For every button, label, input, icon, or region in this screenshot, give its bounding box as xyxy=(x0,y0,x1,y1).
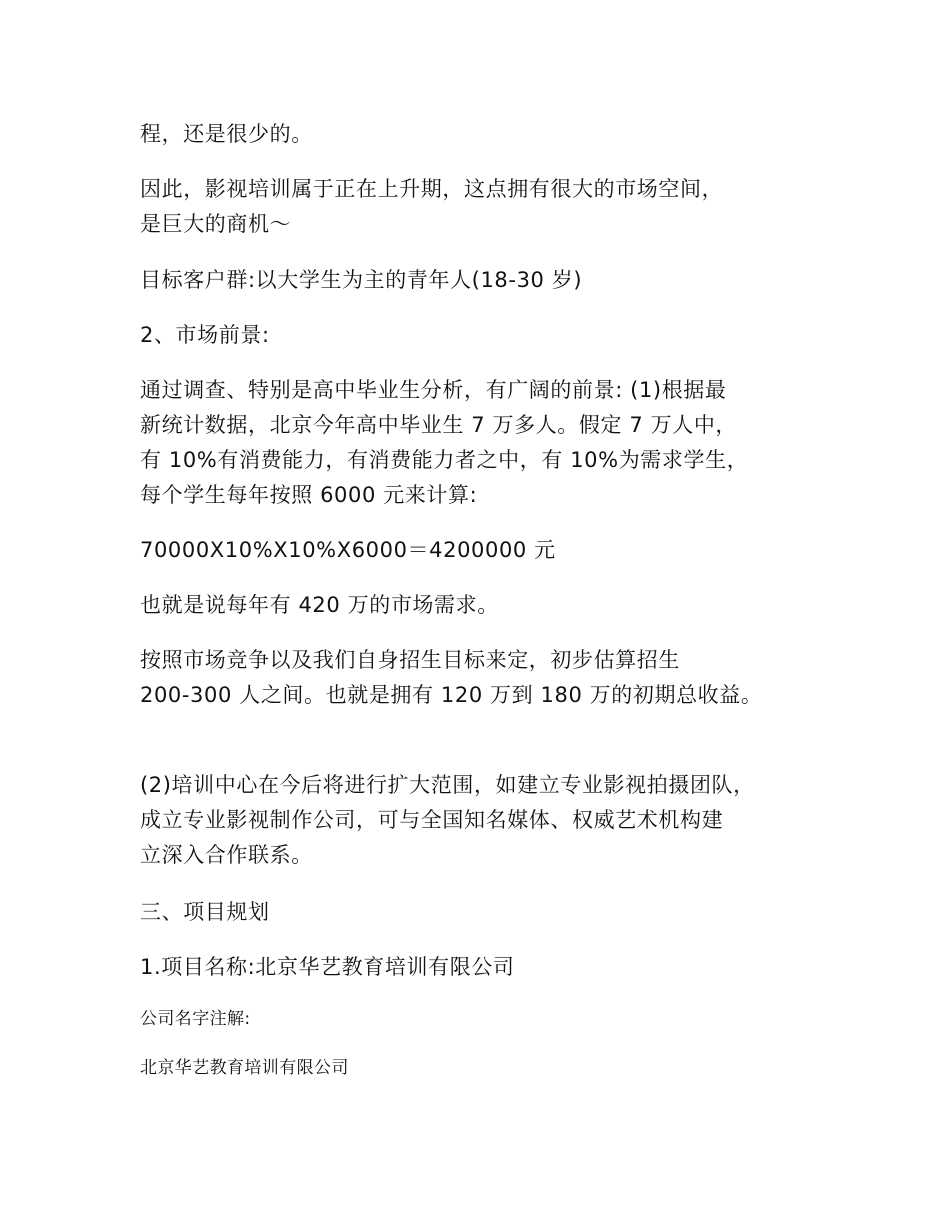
text-line: 按照市场竞争以及我们自身招生目标来定，初步估算招生 xyxy=(140,648,680,672)
text-line: 每个学生每年按照 6000 元来计算: xyxy=(140,483,478,507)
paragraph-name-annotation-label xyxy=(140,1005,251,1033)
text-line: 立深入合作联系。 xyxy=(140,843,313,867)
section-heading-project-planning xyxy=(140,895,270,930)
paragraph-project-name xyxy=(140,950,515,985)
paragraph-survey-analysis xyxy=(140,373,748,513)
paragraph-company-name xyxy=(140,1054,349,1082)
text-line: 有 10%有消费能力，有消费能力者之中，有 10%为需求学生， xyxy=(140,448,749,472)
text-line: 也就是说每年有 420 万的市场需求。 xyxy=(140,593,499,617)
text-line: (2)培训中心在今后将进行扩大范围，如建立专业影视拍摄团队， xyxy=(140,773,755,797)
text-line: 通过调查、特别是高中毕业生分析，有广阔的前景: (1)根据最 xyxy=(140,378,727,402)
text-line: 1.项目名称:北京华艺教育培训有限公司 xyxy=(140,955,515,979)
paragraph-enrollment-estimate xyxy=(140,643,762,713)
text-line: 成立专业影视制作公司，可与全国知名媒体、权威艺术机构建 xyxy=(140,808,724,832)
text-line: 是巨大的商机～ xyxy=(140,212,292,236)
text-line: 北京华艺教育培训有限公司 xyxy=(140,1058,349,1078)
paragraph-market-demand xyxy=(140,588,499,623)
text-line: 公司名字注解: xyxy=(140,1009,251,1029)
text-line: 200-300 人之间。也就是拥有 120 万到 180 万的初期总收益。 xyxy=(140,683,763,707)
text-line: 因此，影视培训属于正在上升期，这点拥有很大的市场空间， xyxy=(140,177,724,201)
text-line: 70000X10%X10%X6000＝4200000 元 xyxy=(140,538,556,562)
paragraph-target-customers xyxy=(140,263,582,298)
text-line: 2、市场前景: xyxy=(140,323,270,347)
paragraph-market-space xyxy=(140,172,723,242)
text-line: 目标客户群:以大学生为主的青年人(18-30 岁) xyxy=(140,268,583,292)
text-line: 程，还是很少的。 xyxy=(140,122,313,146)
section-heading-market-outlook xyxy=(140,318,270,353)
paragraph-calculation-formula xyxy=(140,533,556,568)
paragraph-intro-end xyxy=(140,117,313,152)
paragraph-expansion-plan xyxy=(140,768,755,873)
text-line: 新统计数据，北京今年高中毕业生 7 万多人。假定 7 万人中， xyxy=(140,413,738,437)
text-line: 三、项目规划 xyxy=(140,900,270,924)
